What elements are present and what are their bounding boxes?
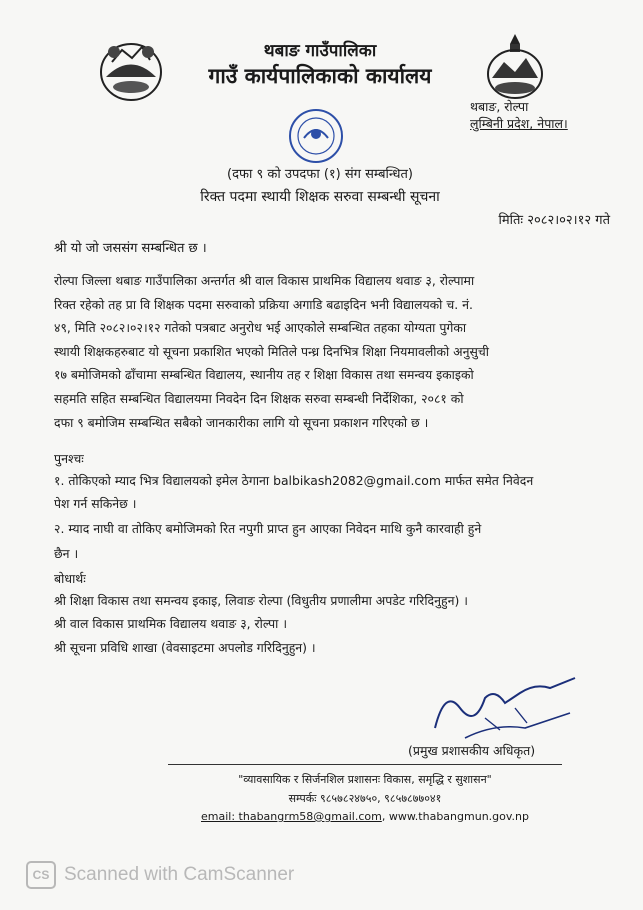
notice-date: मितिः २०८२।०२।१२ गते: [498, 213, 610, 228]
footer-motto: "व्यावसायिक र सिर्जनशिल प्रशासनः विकास, समृद्धि र सुशासन": [238, 773, 492, 786]
body-line: रोल्पा जिल्ला थबाङ गाउँपालिका अन्तर्गत श्री वाल विकास प्राथमिक विद्यालय थवाङ ३, रोल्पामा: [54, 273, 475, 288]
office-title: गाउँ कार्यपालिकाको कार्यालय: [208, 64, 432, 88]
footer-contact: [160, 810, 570, 823]
body-line: १७ बमोजिमको ढाँचामा सम्बन्धित विद्यालय, स्थानीय तह र शिक्षा विकास तथा समन्वय इकाइको: [54, 367, 474, 383]
body-line: सहमति सहित सम्बन्धित विद्यालयमा निवदेन दिन शिक्षक सरुवा सम्बन्धी निर्देशिका, २०८१ को: [54, 390, 464, 406]
officer-title: (प्रमुख प्रशासकीय अधिकृत): [408, 743, 536, 758]
bodharth-label: बोधार्थः: [54, 571, 86, 586]
punash-label: पुनश्चः: [54, 451, 84, 466]
address-line-1: थबाङ, रोल्पा: [470, 99, 529, 114]
notice-reference: (दफा ९ को उपदफा (१) संग सम्बन्धित): [227, 167, 413, 182]
cc-line: श्री वाल विकास प्राथमिक विद्यालय थवाङ ३, रोल्पा ।: [54, 616, 288, 631]
footer-email: email: thabangrm58@gmail.com: [201, 810, 382, 823]
notice-body: [54, 269, 594, 434]
salutation: श्री यो जो जससंग सम्बन्धित छ ।: [54, 241, 207, 256]
point-2-line-2: छैन ।: [54, 546, 79, 561]
footer-website: , www.thabangmun.gov.np: [381, 810, 529, 823]
municipality-name: थबाङ गाउँपालिका: [263, 41, 377, 61]
body-line: स्थायी शिक्षकहरुबाट यो सूचना प्रकाशित भएको मितिले पन्ध्र दिनभित्र शिक्षा नियमावलीको अनुसुची: [54, 343, 489, 359]
watermark-text: Scanned with CamScanner: [64, 864, 295, 885]
body-line: ४९, मिति २०८२।०२।१२ गतेको पत्रबाट अनुरोध भई आएकोले सम्बन्धित तहका योग्यता पुगेका: [54, 320, 467, 336]
point-2-line-1: २. म्याद नाघी वा तोकिए बमोजिमको रित नपुगी प्राप्त हुन आएका निवेदन माथि कुनै कारवाही हुने: [54, 521, 482, 536]
camscanner-logo-icon: CS: [26, 861, 56, 889]
body-line: रिक्त रहेको तह प्रा वि शिक्षक पदमा सरुवाको प्रक्रिया अगाडि बढाइदिन भनी विद्यालयको च. नं.: [54, 296, 473, 312]
camscanner-watermark: [26, 860, 346, 890]
point-1-line-2: पेश गर्न सकिनेछ ।: [54, 496, 137, 511]
body-line: दफा ९ बमोजिम सम्बन्धित सबैको जानकारीका लागि यो सूचना प्रकाशन गरिएको छ ।: [54, 414, 429, 430]
cc-line: श्री शिक्षा विकास तथा समन्वय इकाइ, लिवाङ रोल्पा (विधुतीय प्रणालीमा अपडेट गरिदिनुहुन) ।: [54, 593, 468, 608]
address-line-2: लुम्बिनी प्रदेश, नेपाल।: [470, 116, 568, 131]
footer-divider: [168, 764, 562, 765]
office-stamp-icon: [280, 108, 352, 170]
signature-icon: [425, 668, 585, 748]
notice-title: रिक्त पदमा स्थायी शिक्षक सरुवा सम्बन्धी सूचना: [200, 189, 440, 205]
cc-line: श्री सूचना प्रविधि शाखा (वेवसाइटमा अपलोड गरिदिनुहुन) ।: [54, 640, 316, 655]
point-1-line-1: १. तोकिएको म्याद भित्र विद्यालयको इमेल ठेगाना balbikash2082@gmail.com मार्फत समेत निवेदन: [54, 473, 534, 488]
footer-phone: सम्पर्कः ९८५७८२४७५०, ९८५७८७७०४१: [288, 792, 442, 805]
